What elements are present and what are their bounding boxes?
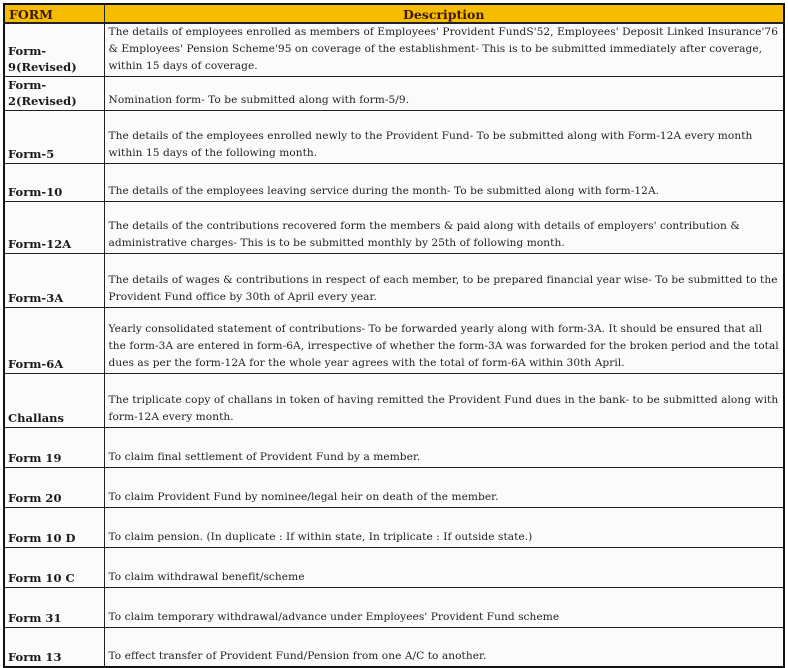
description-cell: The details of employees enrolled as members of Employees' Provident FundS'52, Employees' Deposit Linked Insurance'76 & Employees' Pension Scheme'95 on coverage of the establishment- This is to be submitted immediately after coverage, within 15 days of coverage. <box>104 23 784 77</box>
form-name-cell: Form-5 <box>4 111 104 164</box>
table-row <box>4 548 784 588</box>
description-cell: To claim withdrawal benefit/scheme <box>104 548 784 588</box>
form-name-cell: Form 10 C <box>4 548 104 588</box>
form-name-cell: Form 13 <box>4 628 104 667</box>
description-cell: To claim Provident Fund by nominee/legal heir on death of the member. <box>104 468 784 508</box>
table-row <box>4 508 784 548</box>
form-name-cell: Form-12A <box>4 202 104 254</box>
table-body <box>4 23 784 667</box>
table-header-row <box>4 4 784 23</box>
form-name-cell: Form-9(Revised) <box>4 23 104 77</box>
description-cell: The details of the employees leaving service during the month- To be submitted along with form-12A. <box>104 164 784 202</box>
description-cell: Nomination form- To be submitted along with form-5/9. <box>104 77 784 111</box>
table-row <box>4 254 784 308</box>
table-row <box>4 111 784 164</box>
description-cell: To claim temporary withdrawal/advance under Employees' Provident Fund scheme <box>104 588 784 628</box>
table-row <box>4 428 784 468</box>
table-row <box>4 164 784 202</box>
description-cell: The triplicate copy of challans in token of having remitted the Provident Fund dues in the bank- to be submitted along with form-12A every month. <box>104 374 784 428</box>
table-row <box>4 588 784 628</box>
description-cell: To claim pension. (In duplicate : If within state, In triplicate : If outside state.) <box>104 508 784 548</box>
table-row <box>4 202 784 254</box>
table-row <box>4 628 784 667</box>
header-form: FORM <box>4 4 104 23</box>
form-name-cell: Form-6A <box>4 308 104 374</box>
table-row <box>4 23 784 77</box>
form-name-cell: Challans <box>4 374 104 428</box>
form-name-cell: Form-2(Revised) <box>4 77 104 111</box>
description-cell: The details of the employees enrolled newly to the Provident Fund- To be submitted along with Form-12A every month within 15 days of the following month. <box>104 111 784 164</box>
description-cell: To effect transfer of Provident Fund/Pension from one A/C to another. <box>104 628 784 667</box>
header-description: Description <box>104 4 784 23</box>
description-cell: To claim final settlement of Provident Fund by a member. <box>104 428 784 468</box>
table-row <box>4 308 784 374</box>
form-name-cell: Form 20 <box>4 468 104 508</box>
description-cell: Yearly consolidated statement of contributions- To be forwarded yearly along with form-3A. It should be ensured that all the form-3A are entered in form-6A, irrespective of whether the form-3A was forwarded for the broken period and the total dues as per the form-12A for the whole year agrees with the total of form-6A within 30th April. <box>104 308 784 374</box>
description-cell: The details of the contributions recovered form the members & paid along with details of employers' contribution & administrative charges- This is to be submitted monthly by 25th of following month. <box>104 202 784 254</box>
form-name-cell: Form 31 <box>4 588 104 628</box>
table-row <box>4 77 784 111</box>
pf-forms-table <box>3 3 785 668</box>
table-row <box>4 374 784 428</box>
description-cell: The details of wages & contributions in respect of each member, to be prepared financial year wise- To be submitted to the Provident Fund office by 30th of April every year. <box>104 254 784 308</box>
form-name-cell: Form 10 D <box>4 508 104 548</box>
form-name-cell: Form 19 <box>4 428 104 468</box>
table-row <box>4 468 784 508</box>
form-name-cell: Form-10 <box>4 164 104 202</box>
form-name-cell: Form-3A <box>4 254 104 308</box>
